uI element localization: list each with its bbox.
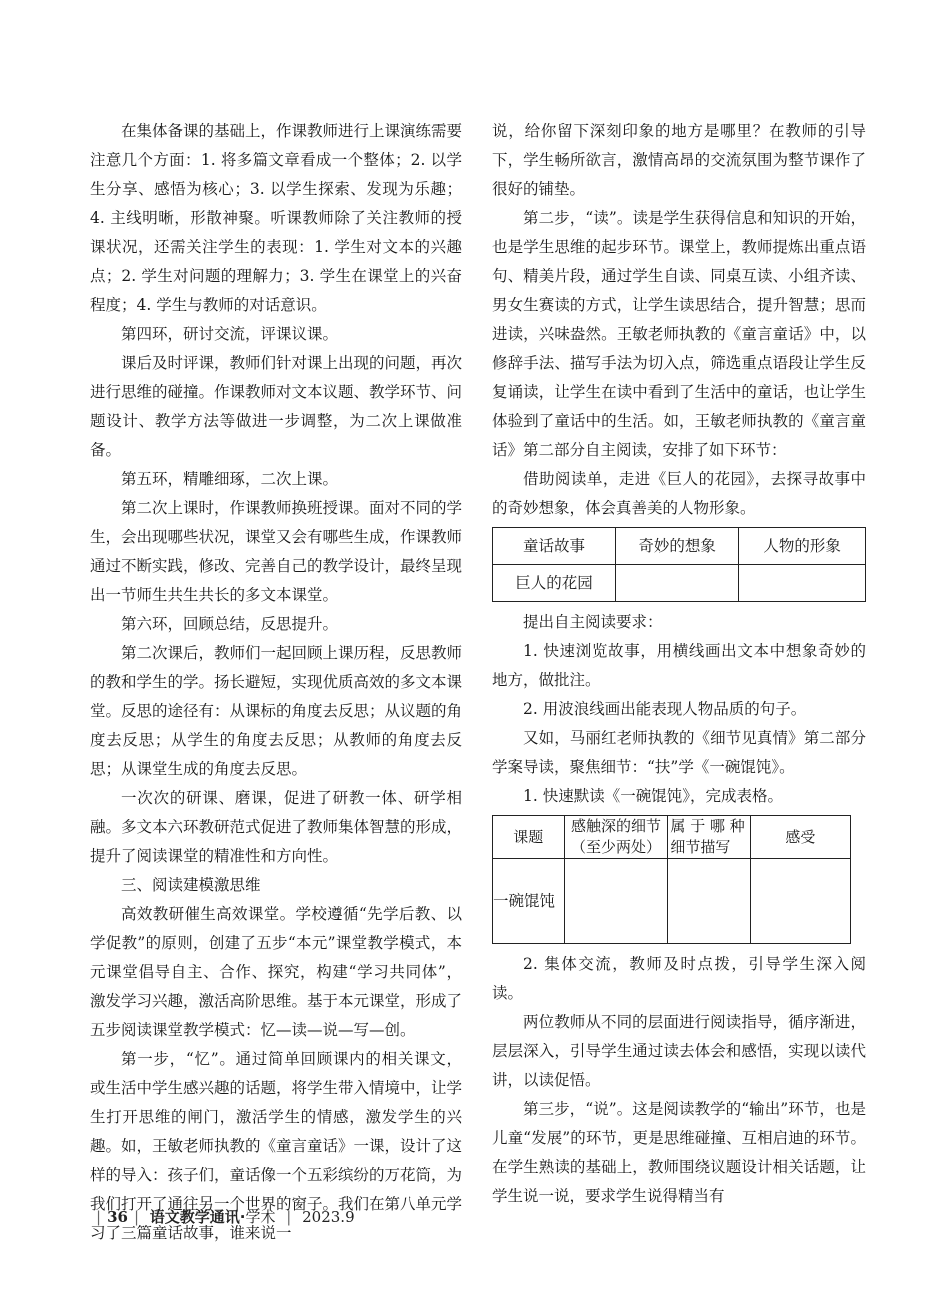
table-header-cell (564, 816, 668, 859)
section-step-heading: 第六环，回顾总结，反思提升。 (121, 615, 339, 633)
paragraph: 高效教研催生高效课堂。学校遵循“先学后教、以学促教”的原则，创建了五步“本元”课堂教学模式，本元课堂倡导自主、合作、探究，构建“学习共同体”，激发学习兴趣，激活高阶思维。基于本元课堂，形成了五步阅读课堂教学模式：忆—读—说—写—创。 (90, 905, 463, 1039)
issue-date: 2023.9 (302, 1208, 355, 1226)
table-row (493, 859, 851, 944)
section-heading: 三、阅读建模激思维 (121, 876, 261, 894)
table-row (493, 565, 866, 602)
paragraph: 第二次课后，教师们一起回顾上课历程，反思教师的教和学生的学。扬长避短，实现优质高效的多文本课堂。反思的途径有：从课标的角度去反思；从议题的角度去反思；从学生的角度去反思；从教师的角度去反思；从课堂生成的角度去反思。 (90, 644, 463, 778)
paragraph: 在集体备课的基础上，作课教师进行上课演练需要注意几个方面：1. 将多篇文章看成一个整体；2. 以学生分享、感悟为核心；3. 以学生探索、发现为乐趣；4. 主线明晰，形散神聚。听课教师除了关注教师的授课状况，还需关注学生的表现：1. 学生对文本的兴趣点；2. 学生对问题的理解力；3. 学生在课堂上的兴奋程度；4. 学生与教师的对话意识。 (90, 122, 463, 314)
right-column (492, 117, 866, 1211)
paragraph: 提出自主阅读要求： (523, 613, 663, 631)
paragraph: 一次次的研课、磨课，促进了研教一体、研学相融。多文本六环教研范式促进了教师集体智慧的形成，提升了阅读课堂的精准性和方向性。 (90, 789, 463, 865)
section-step-heading: 第五环，精雕细琢，二次上课。 (121, 470, 339, 488)
table-header-cell: 奇妙的想象 (616, 528, 739, 565)
page-number: 36 (107, 1208, 128, 1226)
paragraph: 2. 用波浪线画出能表现人物品质的句子。 (523, 700, 807, 718)
table-cell (750, 859, 850, 944)
paragraph: 第三步，“说”。这是阅读教学的“输出”环节，也是儿童“发展”的环节，更是思维碰撞、互相启迪的环节。在学生熟读的基础上，教师围绕议题设计相关话题，让学生说一说，要求学生说得精当有 (492, 1100, 866, 1205)
left-column (90, 117, 462, 1248)
paragraph: 课后及时评课，教师们针对课上出现的问题，再次进行思维的碰撞。作课教师对文本议题、教学环节、问题设计、教学方法等做进一步调整，为二次上课做准备。 (90, 354, 463, 459)
reading-worksheet-table (492, 527, 866, 602)
paragraph: 又如，马丽红老师执教的《细节见真情》第二部分学案导读，聚焦细节：“扶”学《一碗馄饨》。 (492, 729, 866, 776)
paragraph: 第二步，“读”。读是学生获得信息和知识的开始，也是学生思维的起步环节。课堂上，教师提炼出重点语句、精美片段，通过学生自读、同桌互读、小组齐读、男女生赛读的方式，让学生读思结合，提升智慧；思而进读，兴味盎然。王敏老师执教的《童言童话》中，以修辞手法、描写手法为切入点，筛选重点语段让学生反复诵读，让学生在读中看到了生活中的童话，也让学生体验到了童话中的生活。如，王敏老师执教的《童言童话》第二部分自主阅读，安排了如下环节： (492, 209, 866, 459)
paragraph: 1. 快速浏览故事，用横线画出文本中想象奇妙的地方，做批注。 (492, 642, 866, 689)
table-header-cell: 人物的形象 (739, 528, 866, 565)
paragraph: 借助阅读单，走进《巨人的花园》，去探寻故事中的奇妙想象，体会真善美的人物形象。 (492, 470, 866, 517)
table-header-line: 感触深的细节 (571, 817, 662, 835)
table-cell: 一碗馄饨 (493, 859, 565, 944)
table-cell (668, 859, 750, 944)
detail-worksheet-table (492, 815, 851, 944)
table-cell (564, 859, 668, 944)
page-footer (90, 1206, 355, 1227)
paragraph: 第二次上课时，作课教师换班授课。面对不同的学生，会出现哪些状况，课堂又会有哪些生成，作课教师通过不断实践，修改、完善自己的教学设计，最终呈现出一节师生共生共长的多文本课堂。 (90, 499, 463, 604)
section-step-heading: 第四环，研讨交流，评课议课。 (121, 325, 339, 343)
paragraph: 两位教师从不同的层面进行阅读指导，循序渐进，层层深入，引导学生通过读去体会和感悟，实现以读代讲，以读促悟。 (492, 1013, 866, 1089)
paragraph: 2. 集体交流，教师及时点拨，引导学生深入阅读。 (492, 955, 866, 1002)
table-header-cell (668, 816, 750, 859)
footer-separator: | (286, 1208, 292, 1226)
paragraph: 说，给你留下深刻印象的地方是哪里？在教师的引导下，学生畅所欲言，激情高昂的交流氛围为整节课作了很好的铺垫。 (492, 122, 866, 198)
table-header-line: 细节描写 (670, 838, 731, 856)
paragraph: 1. 快速默读《一碗馄饨》，完成表格。 (523, 787, 783, 805)
table-header-line: 属 于 哪 种 (670, 817, 745, 835)
journal-section: 学术 (245, 1208, 276, 1226)
footer-separator: | (96, 1208, 102, 1226)
table-cell (616, 565, 739, 602)
table-header-cell: 课题 (493, 816, 565, 859)
table-header-line: （至少两处） (571, 838, 662, 856)
table-cell (739, 565, 866, 602)
table-cell: 巨人的花园 (493, 565, 616, 602)
footer-separator: | (133, 1208, 139, 1226)
paragraph: 第一步，“忆”。通过简单回顾课内的相关课文，或生活中学生感兴趣的话题，将学生带入情境中，让学生打开思维的闸门，激活学生的情感，激发学生的兴趣。如，王敏老师执教的《童言童话》一课，设计了这样的导入：孩子们，童话像一个五彩缤纷的万花筒，为我们打开了通往另一个世界的窗子。我们在第八单元学习了三篇童话故事，谁来说一 (90, 1050, 463, 1242)
table-header-cell: 童话故事 (493, 528, 616, 565)
table-header-row (493, 528, 866, 565)
table-header-cell: 感受 (750, 816, 850, 859)
journal-name: 语文教学通讯· (149, 1208, 246, 1226)
table-header-row (493, 816, 851, 859)
